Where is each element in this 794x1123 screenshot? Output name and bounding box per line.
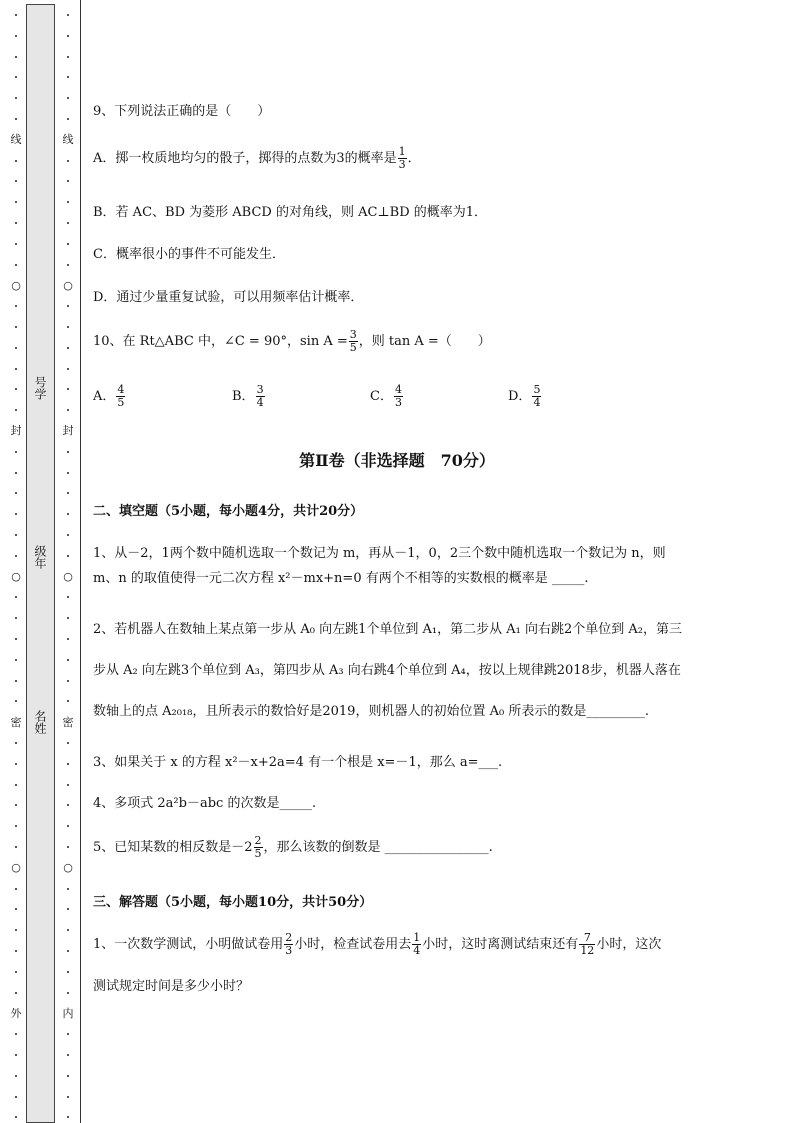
option-label: A． bbox=[93, 389, 116, 404]
fill-q5-end: ，那么该数的倒数是 ________________. bbox=[263, 840, 493, 855]
gutter-dot bbox=[67, 638, 69, 640]
gutter-dot bbox=[67, 596, 69, 598]
q9-option-a-text: A．掷一枚质地均匀的骰子，掷得的点数为3的概率是 bbox=[93, 151, 397, 166]
fraction bbox=[254, 835, 263, 860]
q10-stem-end: ，则 tan A =（ ） bbox=[358, 334, 491, 349]
gutter-dot bbox=[15, 680, 17, 682]
answer-q1-text: 小时，这时离测试结束还有 bbox=[422, 937, 579, 952]
fill-q4: 4、多项式 2a²b－abc 的次数是_____. bbox=[93, 796, 317, 811]
gutter-dot bbox=[67, 784, 69, 786]
fraction bbox=[412, 932, 421, 957]
q10-option-b bbox=[232, 384, 266, 409]
gutter-dot bbox=[15, 160, 17, 162]
fill-q2-line3: 数轴上的点 A₂₀₁₈，且所表示的数恰好是2019，则机器人的初始位置 A₀ 所表示的数是_________. bbox=[93, 704, 649, 719]
gutter-label: 封 bbox=[10, 424, 22, 437]
gutter-dot bbox=[15, 1054, 17, 1056]
gutter-label: 内 bbox=[62, 1007, 74, 1020]
gutter-dot bbox=[15, 97, 17, 99]
q10-stem bbox=[93, 329, 491, 354]
gutter-dot bbox=[67, 1116, 69, 1118]
gutter-label: 外 bbox=[10, 1007, 22, 1020]
gutter-dot bbox=[67, 222, 69, 224]
gutter-dot bbox=[15, 659, 17, 661]
gutter-dot bbox=[15, 700, 17, 702]
gutter-dot bbox=[15, 1075, 17, 1077]
gutter-dot bbox=[67, 35, 69, 37]
gutter-dot bbox=[67, 700, 69, 702]
q9-option-c: C．概率很小的事件不可能发生． bbox=[93, 247, 285, 262]
q9-option-a bbox=[93, 146, 421, 171]
fill-q5-text: 5、已知某数的相反数是－2 bbox=[93, 840, 253, 855]
numerator: 2 bbox=[254, 834, 262, 847]
fill-section-heading: 二、填空题（5小题，每小题4分，共计20分） bbox=[93, 504, 364, 519]
gutter-dot bbox=[15, 950, 17, 952]
gutter-dot bbox=[15, 971, 17, 973]
gutter-dot bbox=[67, 888, 69, 890]
numerator: 2 bbox=[285, 931, 293, 944]
gutter-dot bbox=[67, 1033, 69, 1035]
fraction bbox=[532, 384, 541, 409]
inner-dotted-gutter bbox=[62, 0, 74, 1123]
gutter-dot bbox=[67, 680, 69, 682]
gutter-dot bbox=[67, 326, 69, 328]
gutter-dot bbox=[15, 76, 17, 78]
denominator: 12 bbox=[580, 944, 595, 957]
gutter-dot bbox=[15, 555, 17, 557]
denominator: 4 bbox=[413, 944, 421, 957]
gutter-dot bbox=[67, 908, 69, 910]
gutter-dot bbox=[67, 1054, 69, 1056]
gutter-dot bbox=[67, 472, 69, 474]
gutter-dot bbox=[15, 326, 17, 328]
gutter-dot bbox=[67, 971, 69, 973]
answer-q1-text: 1、一次数学测试，小明做试卷用 bbox=[93, 937, 284, 952]
gutter-dot bbox=[15, 201, 17, 203]
gutter-dot bbox=[15, 929, 17, 931]
option-label: D． bbox=[508, 389, 532, 404]
outer-dotted-gutter bbox=[10, 0, 22, 1123]
gutter-dot bbox=[15, 347, 17, 349]
gutter-dot bbox=[15, 784, 17, 786]
fraction bbox=[349, 329, 358, 354]
gutter-dot bbox=[67, 409, 69, 411]
gutter-dot bbox=[67, 201, 69, 203]
denominator: 4 bbox=[256, 396, 264, 409]
gutter-dot bbox=[15, 118, 17, 120]
fraction bbox=[284, 932, 293, 957]
q10-stem-text: 10、在 Rt△ABC 中，∠C = 90°，sin A = bbox=[93, 334, 348, 349]
gutter-circle: ○ bbox=[11, 861, 21, 874]
gutter-dot bbox=[15, 368, 17, 370]
gutter-label: 密 bbox=[10, 716, 22, 729]
fill-q3: 3、如果关于 x 的方程 x²－x+2a=4 有一个根是 x=－1，那么 a=___. bbox=[93, 755, 503, 770]
fraction bbox=[579, 932, 595, 957]
fill-q2-line1: 2、若机器人在数轴上某点第一步从 A₀ 向左跳1个单位到 A₁，第二步从 A₁ 向右跳2个单位到 A₂，第三 bbox=[93, 622, 683, 637]
gutter-dot bbox=[15, 617, 17, 619]
gutter-dot bbox=[15, 908, 17, 910]
gutter-label: 线 bbox=[62, 133, 74, 146]
gutter-dot bbox=[15, 638, 17, 640]
gutter-dot bbox=[67, 846, 69, 848]
gutter-dot bbox=[15, 305, 17, 307]
gutter-dot bbox=[15, 472, 17, 474]
gutter-dot bbox=[67, 368, 69, 370]
option-label: C． bbox=[370, 389, 393, 404]
denominator: 5 bbox=[117, 396, 125, 409]
fraction bbox=[116, 384, 125, 409]
gutter-dot bbox=[15, 180, 17, 182]
gutter-dot bbox=[15, 1116, 17, 1118]
q9-option-a-end: ． bbox=[407, 151, 421, 166]
gutter-dot bbox=[67, 950, 69, 952]
q10-option-d bbox=[508, 384, 542, 409]
student-id-field: 号学 bbox=[33, 376, 47, 400]
option-label: B． bbox=[232, 389, 255, 404]
gutter-circle: ○ bbox=[63, 570, 73, 583]
gutter-dot bbox=[67, 118, 69, 120]
grade-field: 级年 bbox=[33, 545, 47, 569]
gutter-dot bbox=[15, 596, 17, 598]
gutter-dot bbox=[15, 264, 17, 266]
numerator: 3 bbox=[349, 328, 357, 341]
denominator: 5 bbox=[349, 341, 357, 354]
gutter-dot bbox=[15, 388, 17, 390]
gutter-dot bbox=[15, 1033, 17, 1035]
denominator: 3 bbox=[398, 158, 406, 171]
gutter-dot bbox=[15, 409, 17, 411]
q9-option-b: B．若 AC、BD 为菱形 ABCD 的对角线，则 AC⊥BD 的概率为1． bbox=[93, 205, 488, 220]
q10-option-c bbox=[370, 384, 404, 409]
q9-stem: 9、下列说法正确的是（ ） bbox=[93, 104, 271, 119]
gutter-dot bbox=[15, 222, 17, 224]
gutter-dot bbox=[67, 1075, 69, 1077]
gutter-dot bbox=[67, 742, 69, 744]
answer-section-heading: 三、解答题（5小题，每小题10分，共计50分） bbox=[93, 895, 373, 910]
gutter-dot bbox=[15, 56, 17, 58]
numerator: 7 bbox=[579, 932, 595, 945]
gutter-dot bbox=[67, 763, 69, 765]
gutter-circle: ○ bbox=[11, 570, 21, 583]
fill-q1-line2: m、n 的取值使得一元二次方程 x²－mx+n=0 有两个不相等的实数根的概率是 _____. bbox=[93, 571, 589, 586]
denominator: 5 bbox=[254, 847, 262, 860]
answer-q1-text: 小时，这次 bbox=[596, 937, 662, 952]
gutter-dot bbox=[67, 76, 69, 78]
answer-q1-text: 小时，检查试卷用去 bbox=[294, 937, 412, 952]
name-field: 名姓 bbox=[33, 710, 47, 734]
gutter-dot bbox=[15, 35, 17, 37]
denominator: 3 bbox=[285, 944, 293, 957]
gutter-dot bbox=[67, 492, 69, 494]
gutter-dot bbox=[15, 825, 17, 827]
gutter-dot bbox=[67, 14, 69, 16]
gutter-dot bbox=[15, 763, 17, 765]
fraction bbox=[256, 384, 265, 409]
gutter-dot bbox=[15, 1096, 17, 1098]
answer-q1-line1 bbox=[93, 932, 661, 957]
gutter-dot bbox=[15, 846, 17, 848]
numerator: 1 bbox=[413, 931, 421, 944]
q9-option-d: D．通过少量重复试验，可以用频率估计概率． bbox=[93, 290, 364, 305]
gutter-dot bbox=[67, 160, 69, 162]
gutter-dot bbox=[15, 742, 17, 744]
gutter-dot bbox=[67, 1096, 69, 1098]
fill-q2-line2: 步从 A₂ 向左跳3个单位到 A₃，第四步从 A₃ 向右跳4个单位到 A₄，按以上规律跳2018步，机器人落在 bbox=[93, 663, 681, 678]
numerator: 5 bbox=[533, 383, 541, 396]
fraction bbox=[398, 146, 407, 171]
gutter-dot bbox=[15, 534, 17, 536]
gutter-circle: ○ bbox=[11, 279, 21, 292]
gutter-circle: ○ bbox=[63, 861, 73, 874]
part2-title: 第Ⅱ卷（非选择题 70分） bbox=[299, 451, 495, 470]
numerator: 3 bbox=[256, 383, 264, 396]
gutter-dot bbox=[67, 388, 69, 390]
gutter-dot bbox=[15, 492, 17, 494]
numerator: 1 bbox=[398, 145, 406, 158]
gutter-label: 线 bbox=[10, 133, 22, 146]
gutter-circle: ○ bbox=[63, 279, 73, 292]
gutter-dot bbox=[67, 534, 69, 536]
gutter-dot bbox=[67, 617, 69, 619]
gutter-dot bbox=[15, 243, 17, 245]
gutter-dot bbox=[15, 804, 17, 806]
gutter-dot bbox=[15, 992, 17, 994]
gutter-dot bbox=[67, 659, 69, 661]
gutter-dot bbox=[67, 97, 69, 99]
gutter-dot bbox=[67, 804, 69, 806]
fill-q5 bbox=[93, 835, 493, 860]
gutter-dot bbox=[15, 513, 17, 515]
gutter-dot bbox=[67, 555, 69, 557]
gutter-dot bbox=[67, 513, 69, 515]
gutter-dot bbox=[67, 56, 69, 58]
gutter-dot bbox=[67, 180, 69, 182]
gutter-dot bbox=[67, 929, 69, 931]
binding-line bbox=[80, 0, 81, 1123]
gutter-label: 密 bbox=[62, 716, 74, 729]
denominator: 3 bbox=[394, 396, 402, 409]
fill-q1-line1: 1、从－2，1两个数中随机选取一个数记为 m，再从－1，0，2三个数中随机选取一个数记为 n，则 bbox=[93, 546, 666, 561]
q10-option-a bbox=[93, 384, 126, 409]
gutter-dot bbox=[67, 825, 69, 827]
gutter-dot bbox=[67, 243, 69, 245]
gutter-dot bbox=[15, 888, 17, 890]
gutter-dot bbox=[67, 305, 69, 307]
numerator: 4 bbox=[394, 383, 402, 396]
numerator: 4 bbox=[117, 383, 125, 396]
denominator: 4 bbox=[533, 396, 541, 409]
fraction bbox=[394, 384, 403, 409]
gutter-dot bbox=[67, 347, 69, 349]
gutter-label: 封 bbox=[62, 424, 74, 437]
gutter-dot bbox=[67, 264, 69, 266]
gutter-dot bbox=[67, 992, 69, 994]
gutter-dot bbox=[15, 14, 17, 16]
answer-q1-line2: 测试规定时间是多少小时？ bbox=[93, 979, 250, 994]
